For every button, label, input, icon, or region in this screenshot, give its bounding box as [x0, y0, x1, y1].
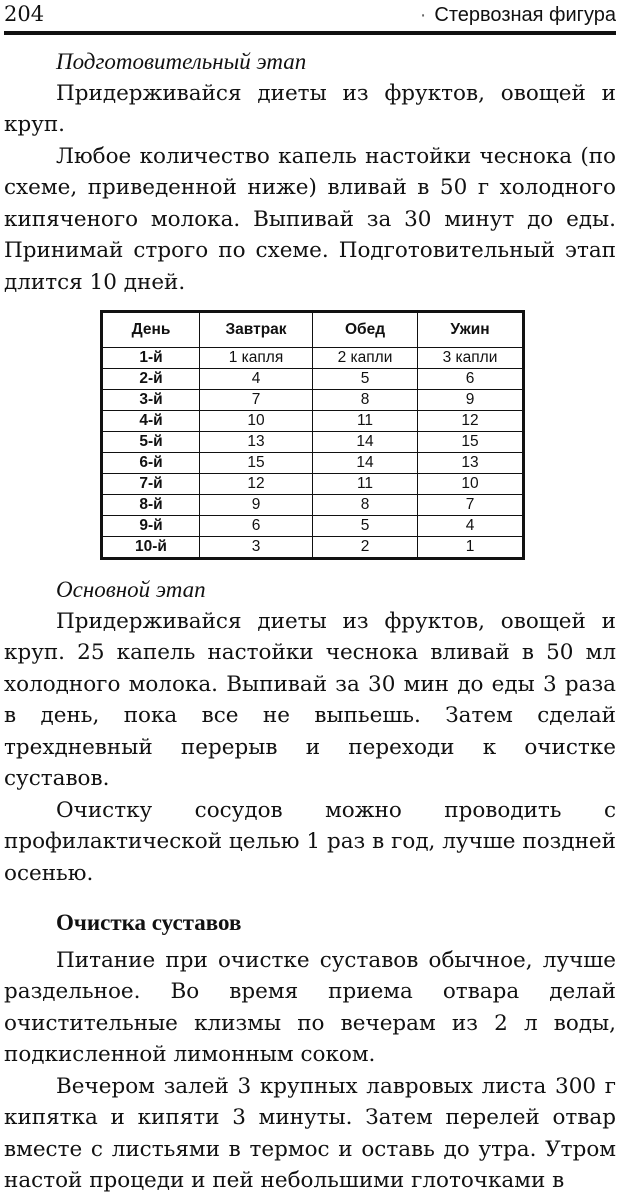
table-row: [102, 390, 524, 411]
day-cell: 8-й: [102, 495, 200, 516]
dinner-cell: 13: [418, 453, 524, 474]
running-title: · Стервозная фигура: [420, 4, 616, 27]
joints-heading: Очистка суставов: [56, 910, 242, 935]
table-row: [102, 411, 524, 432]
lunch-cell: 2 капли: [313, 348, 418, 369]
table-row: [102, 348, 524, 369]
joints-paragraph-1: Питание при очистке суставов обычное, лучше раздельное. Во время приема отвара делай очистительные клизмы по вечерам из 2 л воды, подкисленной лимонным соком.: [4, 947, 616, 1067]
breakfast-cell: 7: [200, 390, 313, 411]
page-header: [4, 0, 616, 30]
lunch-cell: 8: [313, 390, 418, 411]
header-lunch: Обед: [313, 312, 418, 348]
page-number: 204: [4, 2, 45, 26]
table-row: [102, 537, 524, 559]
header-day: День: [102, 312, 200, 348]
dinner-cell: 15: [418, 432, 524, 453]
table-header-row: [102, 312, 524, 348]
table-row: [102, 432, 524, 453]
schedule-table-wrap: [100, 310, 616, 560]
breakfast-cell: 15: [200, 453, 313, 474]
dinner-cell: 6: [418, 369, 524, 390]
breakfast-cell: 6: [200, 516, 313, 537]
dinner-cell: 9: [418, 390, 524, 411]
dinner-cell: 10: [418, 474, 524, 495]
lunch-cell: 11: [313, 474, 418, 495]
breakfast-cell: 9: [200, 495, 313, 516]
day-cell: 6-й: [102, 453, 200, 474]
main-paragraph-1: Придерживайся диеты из фруктов, овощей и круп. 25 капель настойки чеснока вливай в 50 мл холодного молока. Выпивай за 30 мин до еды 3 раза в день, пока все не выпьешь. Затем сделай трехдневный перерыв и переходи к очистке суставов.: [4, 608, 616, 791]
lunch-cell: 11: [313, 411, 418, 432]
lunch-cell: 2: [313, 537, 418, 559]
dinner-cell: 3 капли: [418, 348, 524, 369]
prep-heading: Подготовительный этап: [56, 49, 307, 74]
table-row: [102, 516, 524, 537]
page-body: [4, 46, 616, 1197]
breakfast-cell: 1 капля: [200, 348, 313, 369]
lunch-cell: 8: [313, 495, 418, 516]
day-cell: 2-й: [102, 369, 200, 390]
breakfast-cell: 13: [200, 432, 313, 453]
lunch-cell: 14: [313, 453, 418, 474]
day-cell: 9-й: [102, 516, 200, 537]
table-row: [102, 369, 524, 390]
table-row: [102, 495, 524, 516]
day-cell: 5-й: [102, 432, 200, 453]
joints-paragraph-2: Вечером залей 3 крупных лавровых листа 300 г кипятка и кипяти 3 минуты. Затем перелей отвар вместе с листьями в термос и оставь до утра. Утром настой процеди и пей небольшими глоточками в: [4, 1073, 616, 1193]
table-row: [102, 453, 524, 474]
day-cell: 7-й: [102, 474, 200, 495]
dinner-cell: 4: [418, 516, 524, 537]
header-breakfast: Завтрак: [200, 312, 313, 348]
breakfast-cell: 12: [200, 474, 313, 495]
header-rule: [4, 31, 616, 35]
breakfast-cell: 10: [200, 411, 313, 432]
main-heading: Основной этап: [56, 577, 206, 602]
header-dinner: Ужин: [418, 312, 524, 348]
dinner-cell: 12: [418, 411, 524, 432]
lunch-cell: 5: [313, 516, 418, 537]
prep-paragraph-1: Придерживайся диеты из фруктов, овощей и круп.: [4, 80, 616, 137]
breakfast-cell: 3: [200, 537, 313, 559]
dinner-cell: 1: [418, 537, 524, 559]
schedule-table: [100, 310, 525, 560]
day-cell: 1-й: [102, 348, 200, 369]
main-paragraph-2: Очистку сосудов можно проводить с профилактической целью 1 раз в год, лучше поздней осенью.: [4, 797, 616, 886]
prep-paragraph-2: Любое количество капель настойки чеснока (по схеме, приведенной ниже) вливай в 50 г холодного кипяченого молока. Выпивай за 30 минут до еды. Принимай строго по схеме. Подготовительный этап длится 10 дней.: [4, 143, 616, 295]
table-row: [102, 474, 524, 495]
dinner-cell: 7: [418, 495, 524, 516]
day-cell: 3-й: [102, 390, 200, 411]
day-cell: 10-й: [102, 537, 200, 559]
lunch-cell: 5: [313, 369, 418, 390]
day-cell: 4-й: [102, 411, 200, 432]
breakfast-cell: 4: [200, 369, 313, 390]
lunch-cell: 14: [313, 432, 418, 453]
